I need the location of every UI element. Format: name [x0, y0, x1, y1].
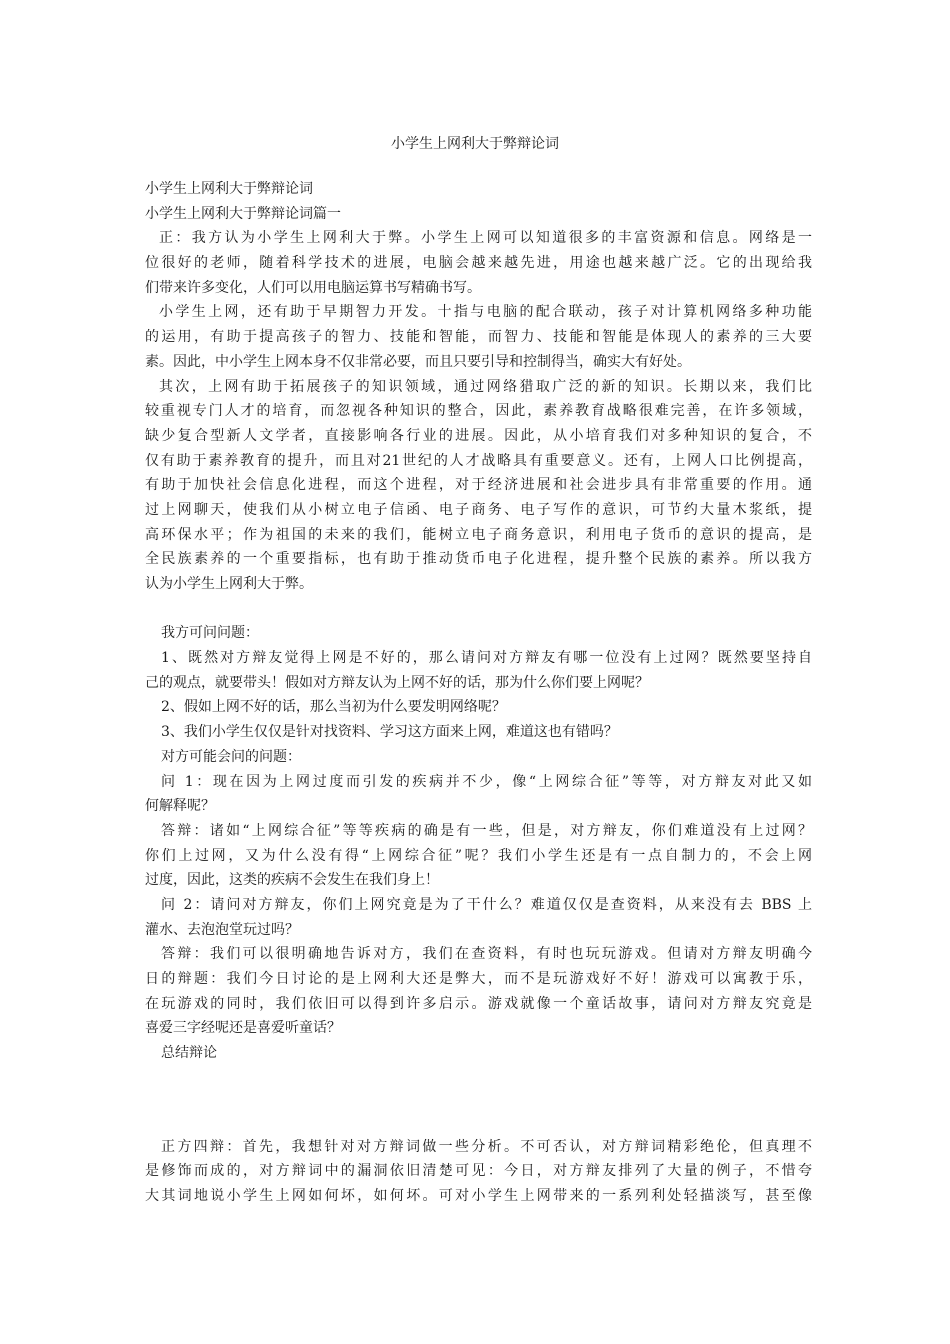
question-line: 己的观点，就要带头！假如对方辩友认为上网不好的话，那为什么你们要上网呢？	[145, 674, 649, 691]
paragraph-line: 正：我方认为小学生上网利大于弊。小学生上网可以知道很多的丰富资源和信息。网络是一	[159, 230, 812, 247]
qa-line: 日的辩题：我们今日讨论的是上网利大还是弊大，而不是玩游戏好不好！游戏可以寓教于乐，	[145, 971, 812, 987]
paragraph-line: 缺少复合型新人文学者，直接影响各行业的进展。因此，从小培育我们对多种知识的复合，不	[145, 427, 812, 444]
qa-line: 问 1：现在因为上网过度而引发的疾病并不少，像“上网综合征”等等，对方辩友对此又如	[161, 773, 812, 790]
qa-line: 何解释呢？	[145, 798, 215, 815]
qa-line: 你们上过网，又为什么没有得“上网综合征”呢？我们小学生还是有一点自制力的，不会上网	[145, 847, 812, 864]
doc-heading: 小学生上网利大于弊辩论词	[145, 181, 313, 197]
page-title: 小学生上网利大于弊辩论词	[391, 136, 559, 152]
paragraph-line: 高环保水平；作为祖国的未来的我们，能树立电子商务意识，利用电子货币的意识的提高，是	[145, 526, 812, 543]
section-heading: 小学生上网利大于弊辩论词篇一	[145, 205, 341, 222]
paragraph-line: 过上网聊天，使我们从小树立电子信函、电子商务、电子写作的意识，可节约大量木浆纸，提	[145, 501, 812, 518]
question-line: 2、假如上网不好的话，那么当初为什么要发明网络呢？	[161, 699, 506, 716]
paragraph-line: 其次，上网有助于拓展孩子的知识领域，通过网络猎取广泛的新的知识。长期以来，我们比	[159, 378, 812, 395]
qa-line: 喜爱三字经呢还是喜爱听童话？	[145, 1020, 341, 1037]
paragraph-line: 较重视专门人才的培育，而忽视各种知识的整合，因此，素养教育战略很难完善，在许多领域，	[145, 403, 812, 420]
paragraph-line: 全民族素养的一个重要指标，也有助于推动货币电子化进程，提升整个民族的素养。所以我方	[145, 551, 812, 568]
qa-line: 在玩游戏的同时，我们依旧可以得到许多启示。游戏就像一个童话故事，请问对方辩友究竟是	[145, 995, 812, 1012]
qa-line: 答辩：我们可以很明确地告诉对方，我们在查资料，有时也玩玩游戏。但请对方辩友明确今	[161, 946, 812, 963]
qa-line: 问 2：请问对方辩友，你们上网究竟是为了干什么？难道仅仅是查资料，从来没有去 BBS 上	[161, 896, 812, 913]
paragraph-line: 仅有助于素养教育的提升，而且对21世纪的人才战略具有重要意义。还有，上网人口比例提高，	[145, 452, 812, 469]
document-body	[145, 177, 812, 1209]
paragraph-line: 的运用，有助于提高孩子的智力、技能和智能，而智力、技能和智能是体现人的素养的三大要	[145, 329, 812, 346]
paragraph-line: 有助于加快社会信息化进程，而这个进程，对于经济进展和社会进步具有非常重要的作用。通	[145, 477, 812, 494]
question-line: 1、既然对方辩友觉得上网是不好的，那么请问对方辩友有哪一位没有上过网？既然要坚持自	[161, 650, 812, 667]
paragraph-line: 认为小学生上网利大于弊。	[145, 576, 313, 592]
paragraph-line: 们带来许多变化，人们可以用电脑运算书写精确书写。	[145, 279, 481, 296]
paragraph-line: 素。因此，中小学生上网本身不仅非常必要，而且只要引导和控制得当，确实大有好处。	[145, 353, 691, 370]
qa-line: 过度，因此，这类的疾病不会发生在我们身上！	[145, 872, 439, 889]
paragraph-line: 正方四辩：首先，我想针对对方辩词做一些分析。不可否认，对方辩词精彩绝伦，但真理不	[161, 1138, 812, 1155]
paragraph-line: 小学生上网，还有助于早期智力开发。十指与电脑的配合联动，孩子对计算机网络多种功能	[159, 304, 812, 321]
question-line: 3、我们小学生仅仅是针对找资料、学习这方面来上网，难道这也有错吗？	[161, 724, 618, 741]
paragraph-line: 是修饰而成的，对方辩词中的漏洞依旧清楚可见：今日，对方辩友排列了大量的例子，不惜夸	[145, 1163, 812, 1180]
paragraph-line: 位很好的老师，随着科学技术的进展，电脑会越来越先进，用途也越来越广泛。它的出现给我	[145, 255, 812, 272]
paragraph-line: 大其词地说小学生上网如何坏，如何坏。可对小学生上网带来的一系列利处轻描淡写，甚至像	[145, 1188, 812, 1205]
subheading-questions: 我方可问问题：	[161, 625, 259, 642]
subheading-summary: 总结辩论	[161, 1045, 217, 1062]
qa-line: 答辩：诸如“上网综合征”等等疾病的确是有一些，但是，对方辩友，你们难道没有上过网？	[161, 822, 812, 839]
qa-line: 灌水、去泡泡堂玩过吗？	[145, 921, 299, 938]
subheading-opponent-questions: 对方可能会问的问题：	[161, 748, 301, 765]
